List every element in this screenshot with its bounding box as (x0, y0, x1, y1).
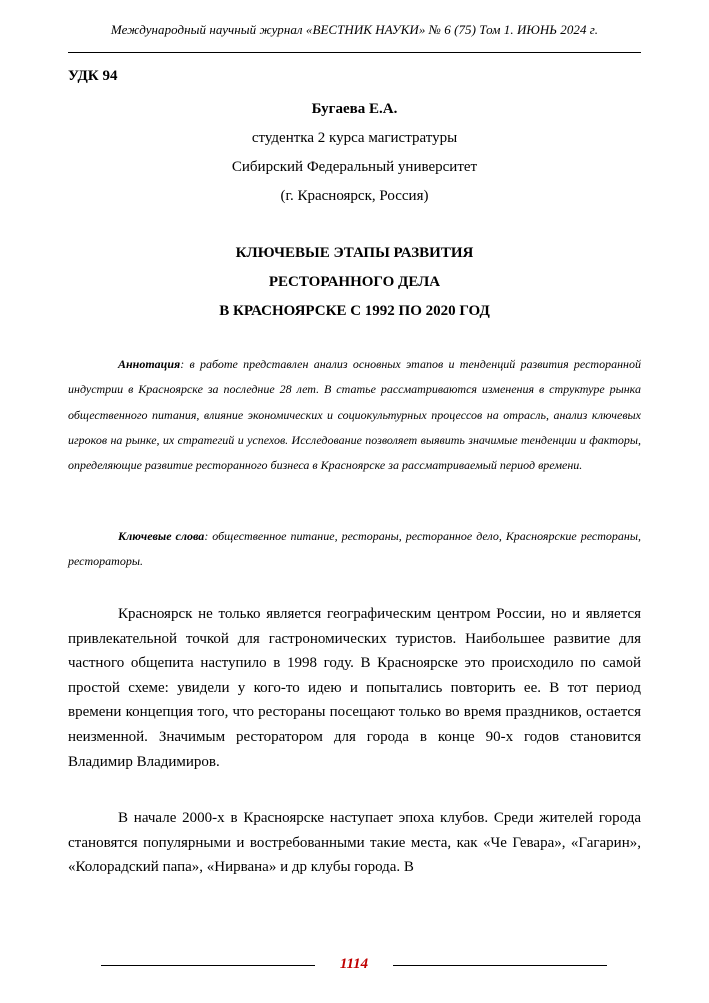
abstract-label: Аннотация (118, 357, 181, 371)
author-block (68, 95, 641, 211)
title-line-1: КЛЮЧЕВЫЕ ЭТАПЫ РАЗВИТИЯ (235, 245, 474, 261)
footer-rule-left (101, 965, 315, 966)
keywords-text: : общественное питание, рестораны, ресторанное дело, Красноярские рестораны, рестораторы. (68, 529, 641, 568)
keywords-label: Ключевые слова (118, 529, 205, 543)
footer-rule-right (393, 965, 607, 966)
body-paragraph-1: Красноярск не только является географическим центром России, но и является привлекательной точкой для гастрономических туристов. Наибольшее развитие для частного общепита наступило в 1998 году. В Красноярске это происходило по самой простой схеме: увидели у кого-то идею и попытались повторить ее. В тот период времени концепция того, что рестораны посещают только во время праздников, остается неизменной. Значимым ресторатором для города в конце 90-х годов становится Владимир Владимиров. (68, 606, 641, 770)
author-position: студентка 2 курса магистратуры (251, 130, 458, 146)
title-line-2: РЕСТОРАННОГО ДЕЛА (268, 274, 441, 290)
title-line-3: В КРАСНОЯРСКЕ С 1992 ПО 2020 ГОД (219, 303, 490, 319)
header-divider (68, 52, 641, 53)
article-title (68, 239, 641, 326)
body-paragraph-2: В начале 2000-х в Красноярске наступает эпоха клубов. Среди жителей города становятся популярными и востребованными такие места, как «Че Гевара», «Гагарин», «Колорадский папа», «Нирвана» и др клубы города. В (68, 810, 641, 876)
abstract (68, 352, 641, 478)
abstract-text: : в работе представлен анализ основных этапов и тенденций развития ресторанной индустрии в Красноярске за последние 28 лет. В статье рассматриваются изменения в структуре рынка общественного питания, влияние экономических и социокультурных процессов на отрасль, анализ ключевых игроков на рынке, их стратегий и успехов. Исследование позволяет выявить значимые тенденции и факторы, определяющие развитие ресторанного бизнеса в Красноярске за рассматриваемый период времени. (68, 357, 641, 473)
author-affiliation: Сибирский Федеральный университет (231, 159, 478, 175)
author-name: Бугаева Е.А. (311, 101, 398, 117)
author-location: (г. Красноярск, Россия) (280, 188, 429, 204)
page-number: 1114 (339, 956, 369, 972)
keywords (68, 524, 641, 574)
udk-code: УДК 94 (68, 68, 118, 84)
journal-header: Международный научный журнал «ВЕСТНИК НАУКИ» № 6 (75) Том 1. ИЮНЬ 2024 г. (110, 22, 599, 37)
